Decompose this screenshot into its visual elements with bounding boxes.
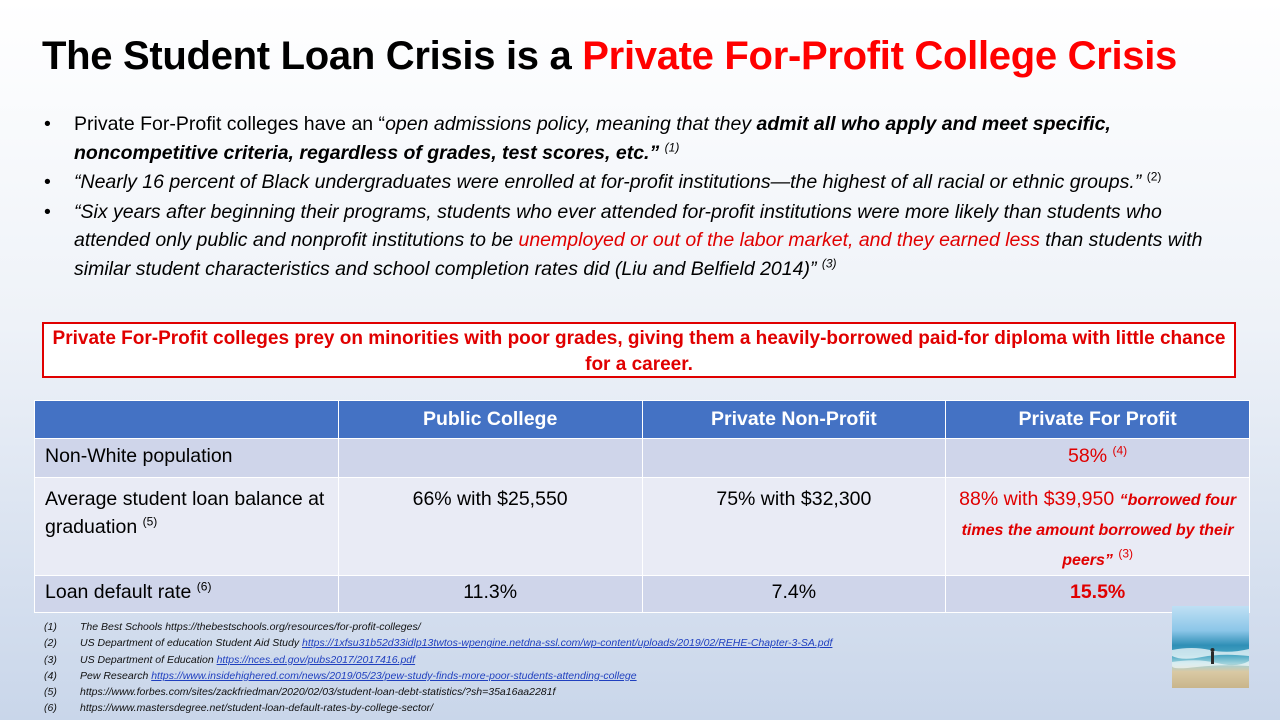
title-part-1: The Student Loan Crisis is a xyxy=(42,34,583,78)
cell-nonprofit-loan-balance: 75% with $32,300 xyxy=(642,478,946,576)
cell-forprofit-loan-balance xyxy=(946,478,1250,576)
bullet-3-text-b: unemployed or out of the labor market, and they earned less xyxy=(518,229,1040,251)
header-private-forprofit: Private For Profit xyxy=(946,401,1250,439)
cell-forprofit-default-rate: 15.5% xyxy=(946,576,1250,613)
forprofit-loan-value: 88% with $39,950 xyxy=(959,488,1115,510)
reference-item xyxy=(44,684,832,700)
reference-item xyxy=(44,668,832,684)
reference-item xyxy=(44,700,832,716)
row-label-nonwhite: Non-White population xyxy=(35,439,339,478)
bullet-2-text: “Nearly 16 percent of Black undergraduates were enrolled at for-profit institutions—the highest of all racial or ethnic groups.” xyxy=(74,171,1142,193)
beach-figure-image xyxy=(1172,606,1249,688)
bullet-1-text-b: open admissions policy, meaning that they xyxy=(385,113,757,135)
forprofit-loan-ref: (3) xyxy=(1118,546,1134,561)
header-private-nonprofit: Private Non-Profit xyxy=(642,401,946,439)
reference-link[interactable]: https://nces.ed.gov/pubs2017/2017416.pdf xyxy=(216,653,416,666)
callout-box: Private For-Profit colleges prey on minorities with poor grades, giving them a heavily-borrowed paid-for diploma with little chance for a career. xyxy=(42,322,1236,378)
reference-text: The Best Schools https://thebestschools.org/resources/for-profit-colleges/ xyxy=(80,621,421,633)
slide-title xyxy=(42,34,1177,79)
bullet-3 xyxy=(42,198,1242,284)
default-rate-label: Loan default rate xyxy=(45,581,192,603)
reference-link[interactable]: https://www.insidehighered.com/news/2019/05/23/pew-study-finds-more-poor-students-attending-college xyxy=(151,669,637,682)
forprofit-nonwhite-value: 58% xyxy=(1068,445,1108,467)
reference-item xyxy=(44,652,832,668)
reference-text: US Department of Education xyxy=(80,653,217,666)
bullet-3-text-c: than students with similar student characteristics and school completion rates did (Liu and Belfield 2014)” xyxy=(74,229,1203,280)
header-cell-empty xyxy=(35,401,339,439)
reference-link[interactable]: https://1xfsu31b52d33idlp13twtos-wpengine.netdna-ssl.com/wp-content/uploads/2019/02/REHE-Chapter-3-SA.pdf xyxy=(302,637,833,650)
default-rate-label-ref: (6) xyxy=(196,579,212,594)
title-part-2: Private For-Profit College Crisis xyxy=(582,34,1177,78)
header-public-college: Public College xyxy=(338,401,642,439)
row-label-default-rate xyxy=(35,576,339,613)
reference-item xyxy=(44,635,832,651)
table-row xyxy=(35,478,1250,576)
loan-balance-label-ref: (5) xyxy=(142,514,158,529)
forprofit-loan-quote: “borrowed four times the amount borrowed by their peers” xyxy=(961,492,1237,569)
bullet-1-text-a: Private For-Profit colleges have an “ xyxy=(74,113,386,135)
reference-number: (3) xyxy=(44,653,57,666)
cell-forprofit-nonwhite xyxy=(946,439,1250,478)
bullet-1-text-c: admit all who apply and meet specific, noncompetitive criteria, regardless of grades, test scores, etc.” xyxy=(74,113,1111,164)
bullet-list xyxy=(42,110,1242,284)
table-row xyxy=(35,576,1250,613)
bullet-1-ref: (1) xyxy=(664,140,680,154)
cell-nonprofit-default-rate: 7.4% xyxy=(642,576,946,613)
reference-number: (5) xyxy=(44,686,57,699)
reference-number: (2) xyxy=(44,637,57,650)
reference-number: (6) xyxy=(44,702,57,715)
loan-balance-label: Average student loan balance at graduation xyxy=(45,488,325,538)
bullet-3-ref: (3) xyxy=(821,256,837,270)
comparison-table xyxy=(34,400,1250,613)
row-label-loan-balance xyxy=(35,478,339,576)
reference-item xyxy=(44,619,832,635)
cell-public-loan-balance: 66% with $25,550 xyxy=(338,478,642,576)
cell-public-nonwhite xyxy=(338,439,642,478)
bullet-2 xyxy=(42,168,1242,197)
table-header-row xyxy=(35,401,1250,439)
reference-text: Pew Research xyxy=(80,669,152,682)
cell-nonprofit-nonwhite xyxy=(642,439,946,478)
reference-number: (4) xyxy=(44,669,57,682)
forprofit-nonwhite-ref: (4) xyxy=(1112,443,1128,458)
reference-text: https://www.forbes.com/sites/zackfriedman/2020/02/03/student-loan-debt-statistics/?sh=35a16aa2281f xyxy=(80,686,556,699)
beach-photo xyxy=(1172,606,1249,688)
reference-text: https://www.mastersdegree.net/student-loan-default-rates-by-college-sector/ xyxy=(80,702,434,715)
cell-public-default-rate: 11.3% xyxy=(338,576,642,613)
reference-number: (1) xyxy=(44,621,57,633)
bullet-2-ref: (2) xyxy=(1146,169,1162,184)
table-row xyxy=(35,439,1250,478)
references-list xyxy=(44,619,832,717)
bullet-3-text-a: “Six years after beginning their programs, students who ever attended for-profit institutions were more likely than students who attended only public and nonprofit institutions to be xyxy=(74,200,1162,251)
bullet-1 xyxy=(42,110,1242,167)
reference-text: US Department of education Student Aid Study xyxy=(80,637,302,650)
